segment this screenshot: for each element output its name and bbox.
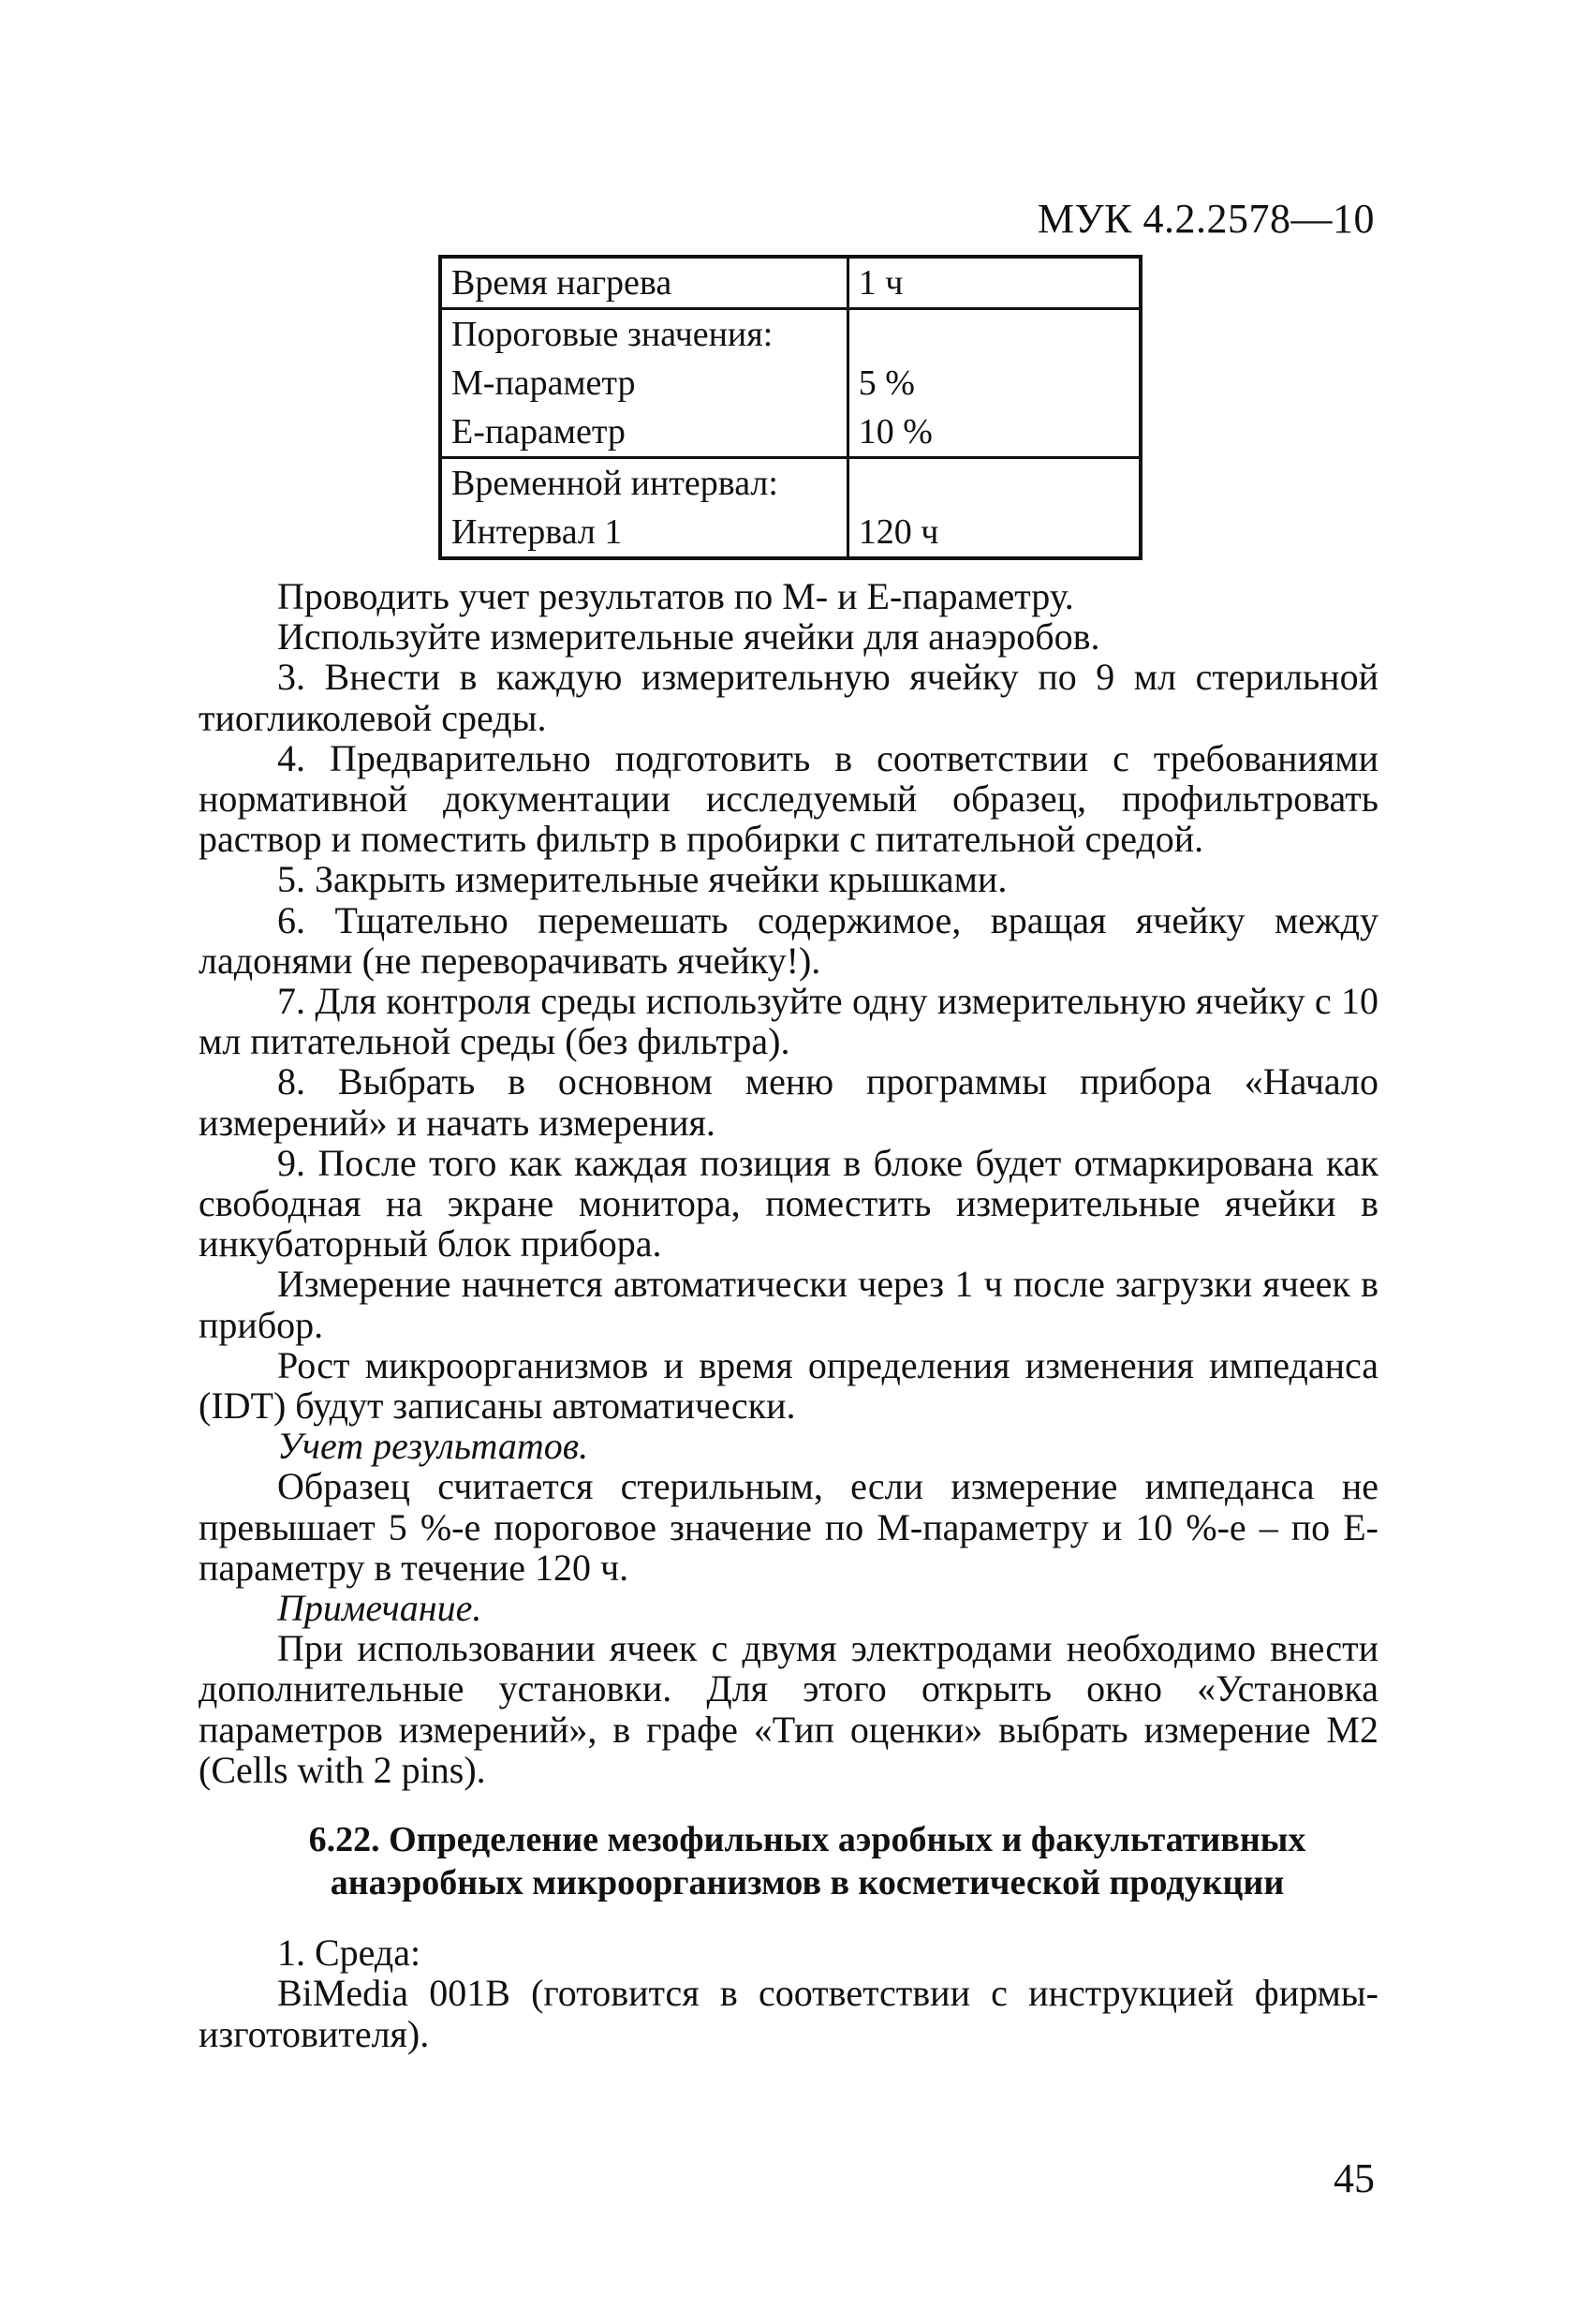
step-6: 6. Тщательно перемешать содержимое, вращая ячейку между ладонями (не переворачивать ячейку!). bbox=[199, 898, 1378, 982]
table-row bbox=[440, 309, 1141, 458]
paragraph: Проводить учет результатов по М- и Е-параметру. bbox=[277, 575, 1074, 617]
table-cell-label bbox=[440, 257, 848, 309]
interval-1-label: Интервал 1 bbox=[451, 512, 623, 552]
thresholds-value bbox=[859, 310, 1129, 359]
table-cell-value bbox=[848, 257, 1141, 309]
table-row bbox=[440, 257, 1141, 309]
page-number: 45 bbox=[1334, 2155, 1375, 2201]
paragraph: Рост микроорганизмов и время определения изменения импеданса (IDT) будут записаны автоматически. bbox=[199, 1343, 1378, 1428]
time-interval-value bbox=[859, 459, 1129, 508]
paragraph: BiMedia 001В (готовится в соответствии с инструкцией фирмы-изготовителя). bbox=[199, 1972, 1378, 2055]
e-parameter-label: Е-параметр bbox=[451, 412, 626, 451]
e-parameter-value: 10 % bbox=[858, 412, 933, 451]
step-8: 8. Выбрать в основном меню программы прибора «Начало измерений» и начать измерения. bbox=[199, 1060, 1378, 1144]
body-text bbox=[199, 576, 1378, 2054]
heating-time-value: 1 ч bbox=[858, 263, 904, 303]
time-interval-label: Временной интервал: bbox=[451, 464, 778, 503]
table-row bbox=[440, 458, 1141, 559]
table-cell-value bbox=[848, 309, 1141, 458]
thresholds-label: Пороговые значения: bbox=[451, 315, 774, 354]
interval-1-value: 120 ч bbox=[858, 512, 939, 552]
section-heading-line: анаэробных микроорганизмов в косметической продукции bbox=[330, 1863, 1285, 1903]
table-cell-label bbox=[440, 458, 848, 559]
results-subheading: Учет результатов. bbox=[277, 1425, 589, 1468]
m-parameter-value: 5 % bbox=[858, 363, 915, 403]
parameters-table bbox=[438, 255, 1142, 560]
table-cell-label bbox=[440, 309, 848, 458]
paragraph: 1. Среда: bbox=[277, 1932, 421, 1975]
step-5: 5. Закрыть измерительные ячейки крышками. bbox=[277, 858, 1008, 901]
paragraph: Измерение начнется автоматически через 1 ч после загрузки ячеек в прибор. bbox=[199, 1263, 1378, 1346]
note-paragraph: При использовании ячеек с двумя электродами необходимо внести дополнительные установки. Для этого открыть окно «Установка параметров измерений», в графе «Тип оценки» выбрать измерение М2 (Cells with 2 pins). bbox=[199, 1627, 1378, 1791]
paragraph: Образец считается стерильным, если измерение импеданса не превышает 5 %-е пороговое значение по М-параметру и 10 %-е – по Е-параметру в течение 120 ч. bbox=[199, 1465, 1378, 1589]
section-heading bbox=[199, 1818, 1378, 1904]
note-subheading: Примечание. bbox=[277, 1587, 482, 1630]
step-3: 3. Внести в каждую измерительную ячейку по 9 мл стерильной тиогликолевой среды. bbox=[199, 656, 1378, 739]
heating-time-label: Время нагрева bbox=[451, 263, 672, 303]
step-4: 4. Предварительно подготовить в соответствии с требованиями нормативной документации исследуемый образец, профильтровать раствор и поместить фильтр в пробирки с питательной средой. bbox=[199, 736, 1378, 861]
paragraph: Используйте измерительные ячейки для анаэробов. bbox=[277, 615, 1100, 659]
table-cell-value bbox=[848, 458, 1141, 559]
section-heading-line: 6.22. Определение мезофильных аэробных и факультативных bbox=[308, 1820, 1306, 1860]
document-code: МУК 4.2.2578—10 bbox=[1037, 196, 1375, 242]
step-7: 7. Для контроля среды используйте одну измерительную ячейку с 10 мл питательной среды (без фильтра). bbox=[199, 980, 1378, 1063]
step-9: 9. После того как каждая позиция в блоке будет отмаркирована как свободная на экране монитора, поместить измерительные ячейки в инкубаторный блок прибора. bbox=[199, 1141, 1378, 1266]
m-parameter-label: М-параметр bbox=[451, 363, 636, 403]
